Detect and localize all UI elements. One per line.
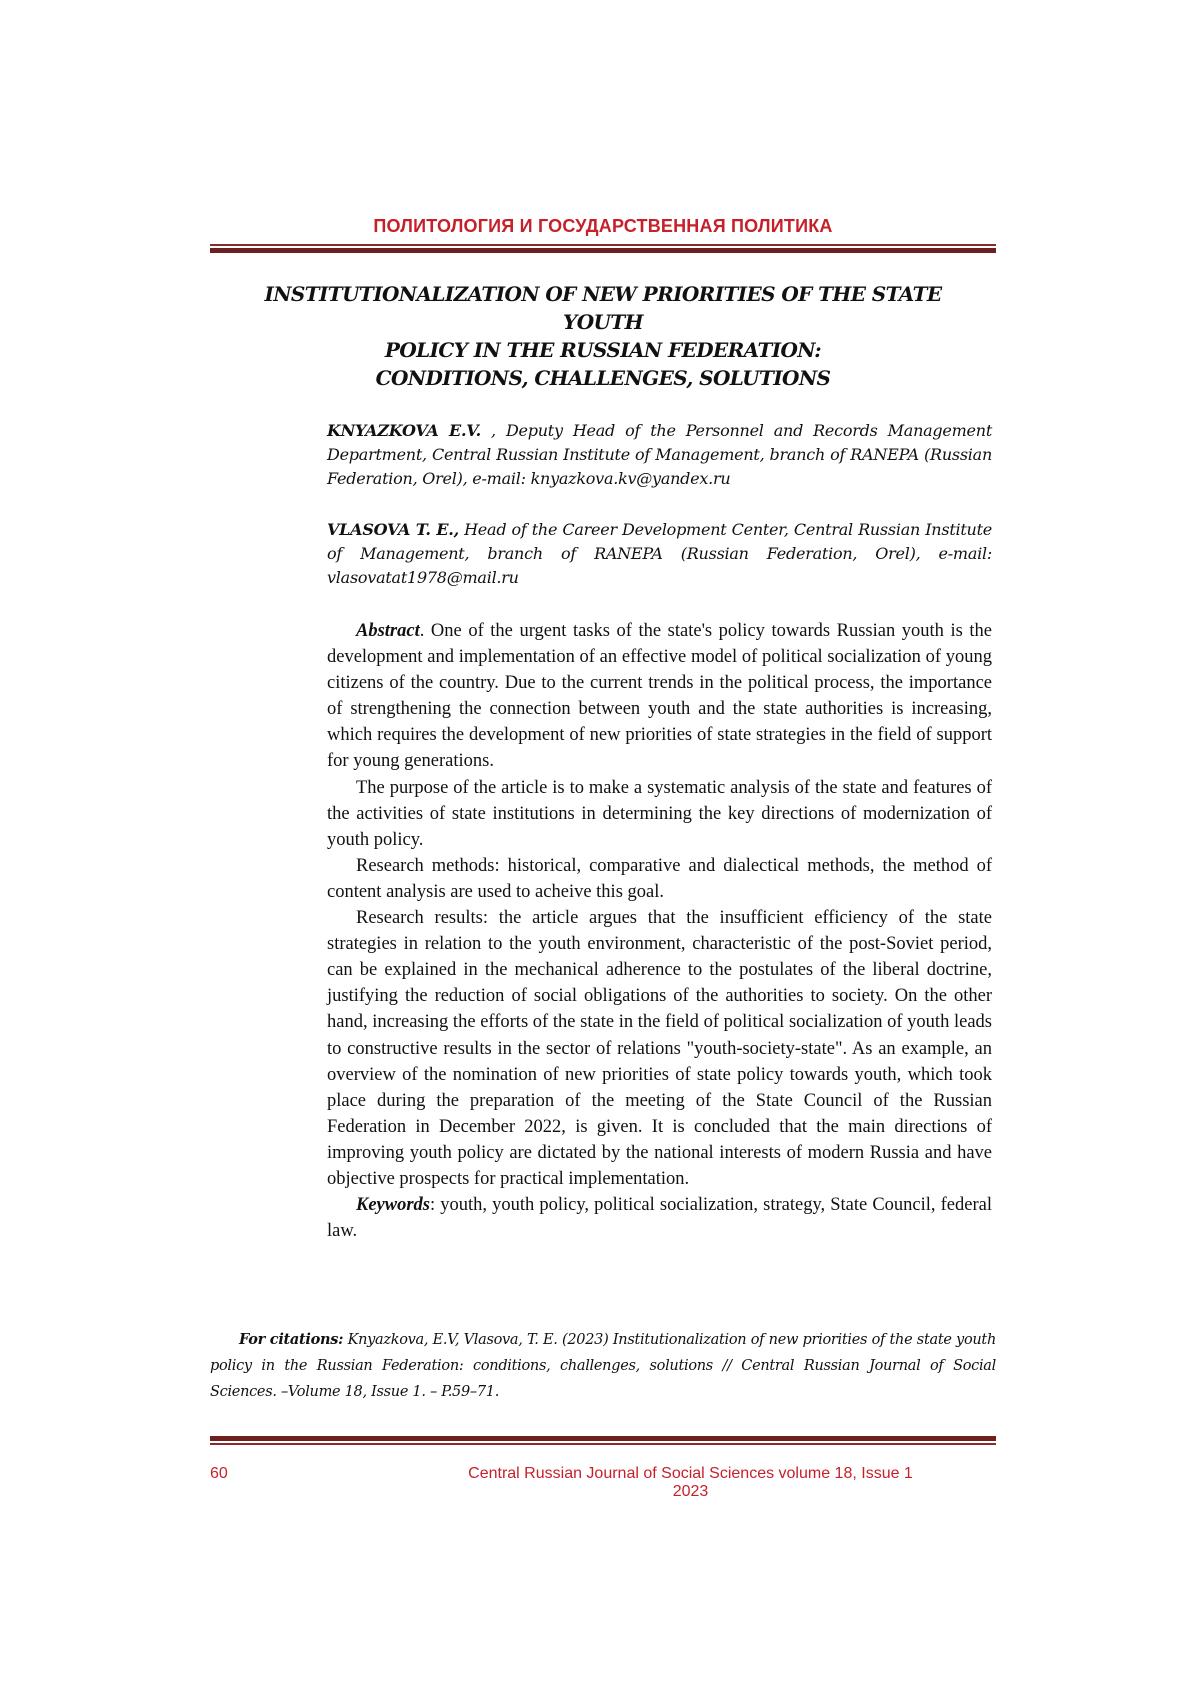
abstract-intro — [327, 618, 992, 775]
keywords-label: Keywords — [356, 1195, 430, 1216]
abstract — [327, 618, 992, 1244]
abstract-intro-text: . One of the urgent tasks of the state's policy towards Russian youth is the development and implementation of an effective model of political socialization of young citizens of the country. Due to the current trends in the political process, the importance of strengthening the connection between youth and the state authorities is increasing, which requires the development of new priorities of state strategies in the field of support for young generations. — [327, 621, 992, 772]
section-header: ПОЛИТОЛОГИЯ И ГОСУДАРСТВЕННАЯ ПОЛИТИКА — [373, 216, 833, 236]
article-title — [230, 280, 976, 392]
keywords-text: : youth, youth policy, political socialization, strategy, State Council, federal law. — [327, 1195, 992, 1242]
header-rule-thick — [210, 248, 996, 253]
journal-footer: Central Russian Journal of Social Sciences volume 18, Issue 1 2023 — [468, 1465, 913, 1500]
abstract-methods: Research methods: historical, comparative and dialectical methods, the method of content analysis are used to acheive this goal. — [327, 855, 992, 902]
author-1-name: KNYAZKOVA E.V. — [327, 421, 481, 440]
abstract-purpose: The purpose of the article is to make a systematic analysis of the state and features of the activities of state institutions in determining the key directions of modernization of youth policy. — [327, 777, 992, 850]
author-2-details: Head of the Career Development Center, Central Russian Institute of Management, branch of RANEPA (Russian Federation, Orel), e-mail: vlasovatat1978@mail.ru — [327, 520, 993, 587]
footer-rule-thin — [210, 1443, 996, 1445]
footer-rule-thick — [210, 1436, 996, 1441]
citation-text: Knyazkova, E.V, Vlasova, T. E. (2023) Institutionalization of new priorities of the state youth policy in the Russian Federation: conditions, challenges, solutions // Central Russian Journal of Social Sciences. –Volume 18, Issue 1. – P.59–71. — [210, 1332, 996, 1400]
author-2 — [327, 518, 992, 590]
header-rule-thin — [210, 244, 996, 246]
citation — [210, 1327, 996, 1405]
article-title-line: INSTITUTIONALIZATION OF NEW PRIORITIES OF THE STATE YOUTH — [264, 282, 942, 334]
abstract-label: Abstract — [356, 621, 420, 641]
citation-label: For citations: — [239, 1331, 344, 1348]
article-title-line: POLICY IN THE RUSSIAN FEDERATION: — [384, 338, 822, 362]
author-2-name: VLASOVA T. E., — [327, 520, 459, 539]
article-title-line: CONDITIONS, CHALLENGES, SOLUTIONS — [375, 366, 831, 390]
author-1 — [327, 419, 992, 491]
abstract-results: Research results: the article argues that the insufficient efficiency of the state strategies in relation to the youth environment, characteristic of the post-Soviet period, can be explained in the mechanical adherence to the postulates of the liberal doctrine, justifying the reduction of social obligations of the authorities to society. On the other hand, increasing the efforts of the state in the field of political socialization of youth leads to constructive results in the sector of relations "youth-society-state". As an example, an overview of the nomination of new priorities of state policy towards youth, which took place during the preparation of the meeting of the State Council of the Russian Federation in December 2022, is given. It is concluded that the main directions of improving youth policy are dictated by the national interests of modern Russia and have objective prospects for practical implementation. — [327, 908, 992, 1189]
author-1-details: , Deputy Head of the Personnel and Records Management Department, Central Russian Institute of Management, branch of RANEPA (Russian Federation, Orel), e-mail: knyazkova.kv@yandex.ru — [327, 421, 993, 488]
page-number: 60 — [210, 1465, 228, 1482]
abstract-keywords — [327, 1192, 992, 1244]
